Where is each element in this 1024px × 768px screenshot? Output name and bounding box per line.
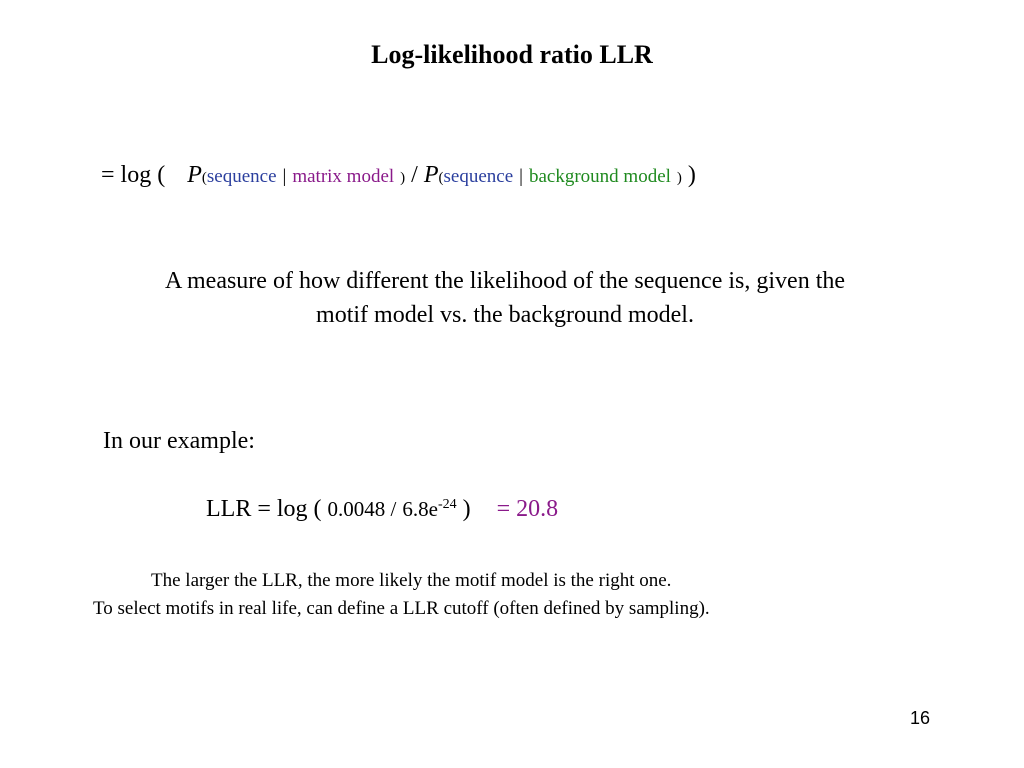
formula-close-paren-2: ) <box>676 170 682 186</box>
formula-sequence-1: sequence <box>206 166 277 187</box>
formula-given-bar-2: | <box>519 166 523 187</box>
llr-denominator-base: 6.8e <box>402 497 438 521</box>
llr-example-calculation <box>206 496 558 523</box>
probability-symbol-2: P <box>423 162 439 188</box>
formula-open-paren-1: ( <box>201 170 207 186</box>
llr-explanation <box>90 264 920 332</box>
formula-divide: / <box>411 162 418 188</box>
llr-numerator: 0.0048 / <box>327 497 397 521</box>
formula-prefix: = log ( <box>101 162 166 188</box>
formula-given-bar-1: | <box>282 166 287 187</box>
llr-formula <box>101 162 696 189</box>
llr-label: LLR = log ( <box>206 496 322 522</box>
explanation-line-1: A measure of how different the likelihood of the sequence is, given the <box>164 268 846 294</box>
formula-background-model: background model <box>528 166 671 187</box>
slide-number: 16 <box>910 708 931 728</box>
slide-title: Log-likelihood ratio LLR <box>371 40 653 69</box>
formula-sequence-2: sequence <box>443 166 514 187</box>
note-line-1: The larger the LLR, the more likely the motif model is the right one. <box>151 570 672 591</box>
note-line-2: To select motifs in real life, can define a LLR cutoff (often defined by sampling). <box>93 598 710 619</box>
llr-result-value: 20.8 <box>516 496 559 522</box>
llr-equals: = <box>496 496 511 522</box>
explanation-line-2: motif model vs. the background model. <box>316 302 694 328</box>
llr-close-paren: ) <box>462 496 471 522</box>
formula-suffix: ) <box>687 162 696 188</box>
llr-denominator-exponent: -24 <box>437 497 457 512</box>
formula-matrix-model: matrix model <box>292 166 395 187</box>
example-heading: In our example: <box>103 428 255 454</box>
formula-close-paren-1: ) <box>400 170 406 186</box>
formula-open-paren-2: ( <box>438 170 444 186</box>
probability-symbol-1: P <box>187 162 202 188</box>
